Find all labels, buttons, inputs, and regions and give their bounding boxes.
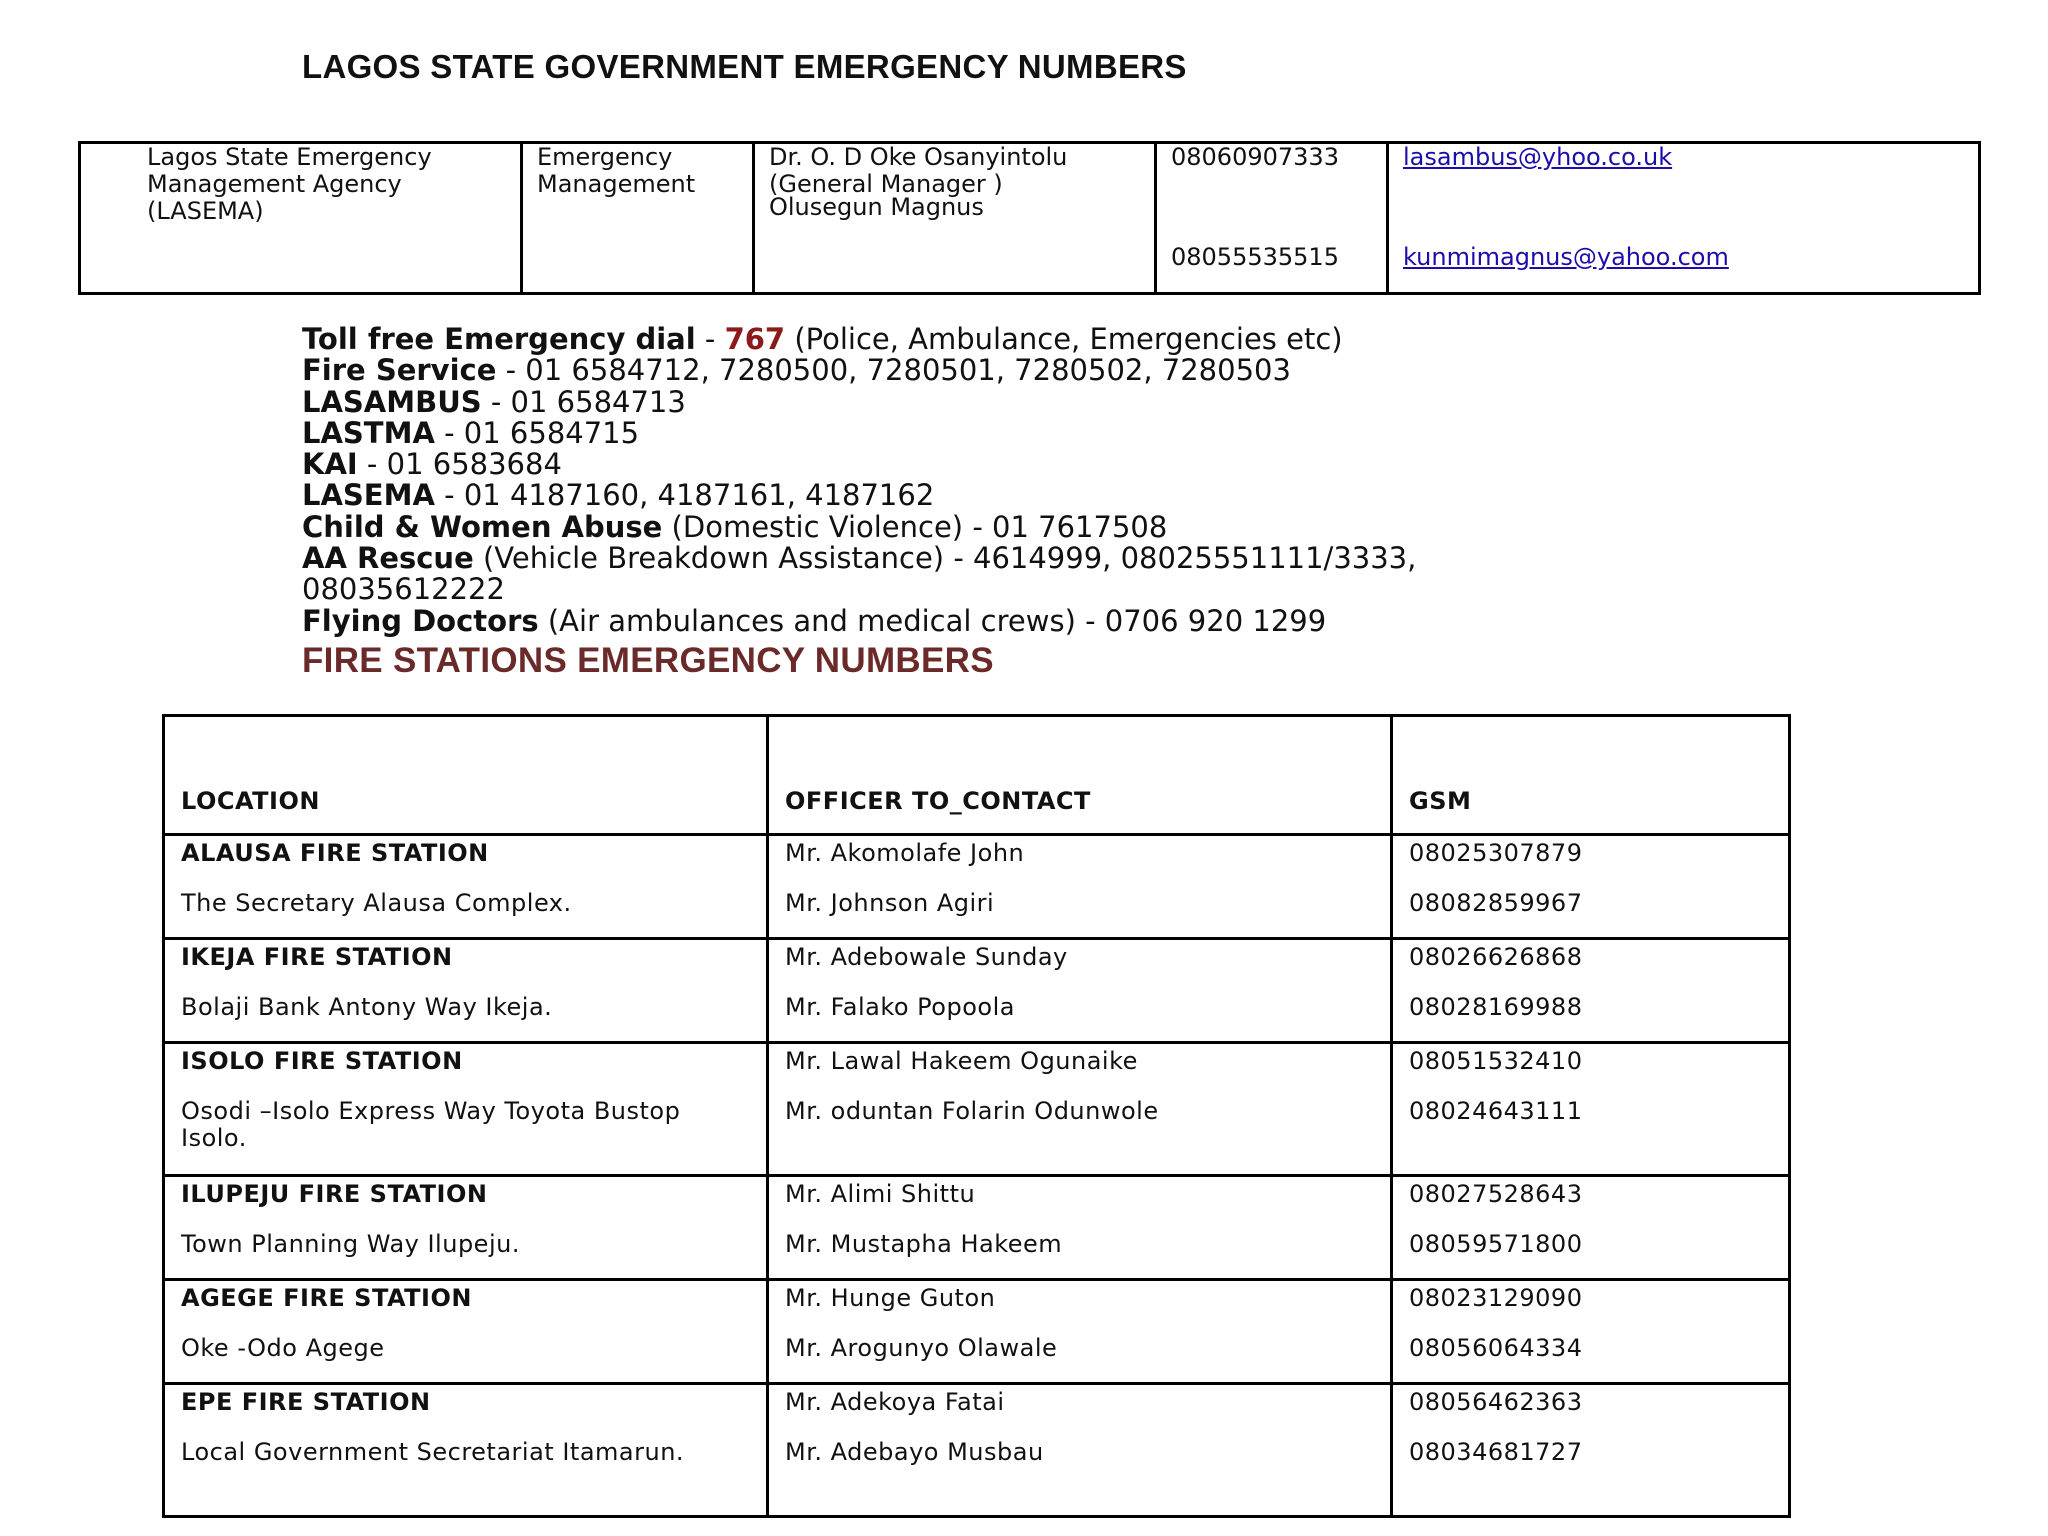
gsm-1: 08026626868	[1409, 943, 1583, 971]
officer-1: Mr. Adebowale Sunday	[785, 943, 1068, 971]
child-abuse-value: (Domestic Violence) - 01 7617508	[662, 509, 1168, 544]
gsm-cell	[1392, 835, 1790, 939]
officer-2: Mr. Johnson Agiri	[785, 889, 995, 917]
aa-rescue-line	[302, 543, 1562, 606]
lastma-line	[302, 415, 1802, 450]
page-title: LAGOS STATE GOVERNMENT EMERGENCY NUMBERS	[302, 48, 1187, 85]
station-name: EPE FIRE STATION	[181, 1388, 431, 1416]
agency-email-2[interactable]: kunmimagnus@yahoo.com	[1403, 243, 1729, 271]
table-row	[164, 1384, 1790, 1517]
officer-2: Mr. Falako Popoola	[785, 993, 1015, 1021]
child-abuse-label: Child & Women Abuse	[302, 509, 663, 544]
agency-phone-2: 08055535515	[1171, 243, 1339, 271]
lasambus-value: - 01 6584713	[481, 384, 686, 419]
gsm-cell	[1392, 939, 1790, 1043]
aa-rescue-value: (Vehicle Breakdown Assistance) - 4614999, 08025551111/3333, 08035612222	[302, 541, 1417, 607]
officer-1: Mr. Adekoya Fatai	[785, 1388, 1005, 1416]
agency-emails	[1388, 143, 1980, 294]
fire-service-line	[302, 355, 1802, 386]
agency-contact-1: Dr. O. D Oke Osanyintolu (General Manager )	[769, 143, 1068, 198]
station-address: The Secretary Alausa Complex.	[181, 889, 572, 917]
gsm-1: 08056462363	[1409, 1388, 1583, 1416]
agency-department: Emergency Management	[522, 143, 754, 294]
gsm-1: 08025307879	[1409, 839, 1583, 867]
officer-1: Mr. Hunge Guton	[785, 1284, 996, 1312]
table-row	[164, 1280, 1790, 1384]
location-cell	[164, 1043, 768, 1176]
officer-2: Mr. Adebayo Musbau	[785, 1438, 1044, 1466]
location-cell	[164, 1176, 768, 1280]
agency-email-1[interactable]: lasambus@yhoo.co.uk	[1403, 143, 1673, 171]
aa-rescue-label: AA Rescue	[302, 541, 474, 576]
station-name: ISOLO FIRE STATION	[181, 1047, 463, 1075]
station-address: Osodi –Isolo Express Way Toyota Bustop Isolo.	[181, 1097, 681, 1152]
gsm-2: 08056064334	[1409, 1334, 1583, 1362]
gsm-2: 08059571800	[1409, 1230, 1583, 1258]
station-address: Local Government Secretariat Itamarun.	[181, 1438, 685, 1466]
agency-contacts	[754, 143, 1156, 294]
gsm-1: 08023129090	[1409, 1284, 1583, 1312]
officer-1: Mr. Akomolafe John	[785, 839, 1025, 867]
flying-doctors-line	[302, 603, 1802, 638]
header-gsm: GSM	[1392, 716, 1790, 835]
location-cell	[164, 939, 768, 1043]
toll-free-number: 767	[724, 322, 786, 356]
flying-doctors-label: Flying Doctors	[302, 603, 539, 638]
gsm-2: 08028169988	[1409, 993, 1583, 1021]
lasema-value: - 01 4187160, 4187161, 4187162	[434, 478, 935, 513]
agency-name: Lagos State Emergency Management Agency (LASEMA)	[80, 143, 522, 294]
officer-cell	[768, 1384, 1392, 1517]
child-abuse-line	[302, 509, 1802, 544]
station-name: IKEJA FIRE STATION	[181, 943, 453, 971]
lasambus-line	[302, 384, 1802, 419]
gsm-2: 08024643111	[1409, 1097, 1583, 1125]
gsm-2: 08082859967	[1409, 889, 1583, 917]
gsm-cell	[1392, 1384, 1790, 1517]
agency-phone-1: 08060907333	[1171, 143, 1339, 171]
header-officer: OFFICER TO_CONTACT	[768, 716, 1392, 835]
location-cell	[164, 1280, 768, 1384]
lasema-label: LASEMA	[302, 478, 435, 513]
table-row	[164, 1176, 1790, 1280]
location-cell	[164, 1384, 768, 1517]
toll-free-line	[302, 324, 1802, 355]
gsm-2: 08034681727	[1409, 1438, 1583, 1466]
agency-row	[80, 143, 1980, 294]
agency-contact-2: Olusegun Magnus	[769, 193, 984, 221]
gsm-cell	[1392, 1176, 1790, 1280]
station-name: AGEGE FIRE STATION	[181, 1284, 472, 1312]
officer-2: Mr. Mustapha Hakeem	[785, 1230, 1063, 1258]
fire-service-value: - 01 6584712, 7280500, 7280501, 7280502, 7280503	[496, 353, 1291, 388]
fire-stations-title: FIRE STATIONS EMERGENCY NUMBERS	[302, 641, 994, 680]
table-row	[164, 835, 1790, 939]
officer-2: Mr. oduntan Folarin Odunwole	[785, 1097, 1159, 1125]
location-cell	[164, 835, 768, 939]
agency-phones	[1156, 143, 1388, 294]
station-address: Town Planning Way Ilupeju.	[181, 1230, 520, 1258]
header-location: LOCATION	[164, 716, 768, 835]
agency-contact-table	[78, 141, 1981, 295]
officer-cell	[768, 1176, 1392, 1280]
officer-cell	[768, 939, 1392, 1043]
toll-free-note: (Police, Ambulance, Emergencies etc)	[785, 322, 1343, 356]
fire-stations-table	[162, 714, 1791, 1518]
officer-2: Mr. Arogunyo Olawale	[785, 1334, 1058, 1362]
emergency-lines	[302, 324, 1802, 637]
officer-cell	[768, 1043, 1392, 1176]
kai-line	[302, 449, 1802, 480]
station-address: Bolaji Bank Antony Way Ikeja.	[181, 993, 553, 1021]
lasambus-label: LASAMBUS	[302, 384, 482, 419]
gsm-1: 08051532410	[1409, 1047, 1583, 1075]
fire-service-label: Fire Service	[302, 353, 497, 388]
table-row	[164, 939, 1790, 1043]
toll-free-label: Toll free Emergency dial	[302, 322, 696, 356]
kai-value: - 01 6583684	[357, 447, 562, 482]
table-row	[164, 1043, 1790, 1176]
lastma-value: - 01 6584715	[434, 415, 640, 450]
gsm-cell	[1392, 1280, 1790, 1384]
kai-label: KAI	[302, 447, 358, 482]
lastma-label: LASTMA	[302, 415, 435, 450]
flying-doctors-value: (Air ambulances and medical crews) - 0706 920 1299	[538, 603, 1327, 638]
officer-cell	[768, 835, 1392, 939]
station-name: ALAUSA FIRE STATION	[181, 839, 489, 867]
station-name: ILUPEJU FIRE STATION	[181, 1180, 488, 1208]
fire-table-header	[164, 716, 1790, 835]
gsm-cell	[1392, 1043, 1790, 1176]
officer-1: Mr. Alimi Shittu	[785, 1180, 976, 1208]
toll-free-sep: -	[695, 322, 725, 356]
officer-cell	[768, 1280, 1392, 1384]
gsm-1: 08027528643	[1409, 1180, 1583, 1208]
station-address: Oke -Odo Agege	[181, 1334, 385, 1362]
lasema-line	[302, 480, 1802, 511]
officer-1: Mr. Lawal Hakeem Ogunaike	[785, 1047, 1138, 1075]
